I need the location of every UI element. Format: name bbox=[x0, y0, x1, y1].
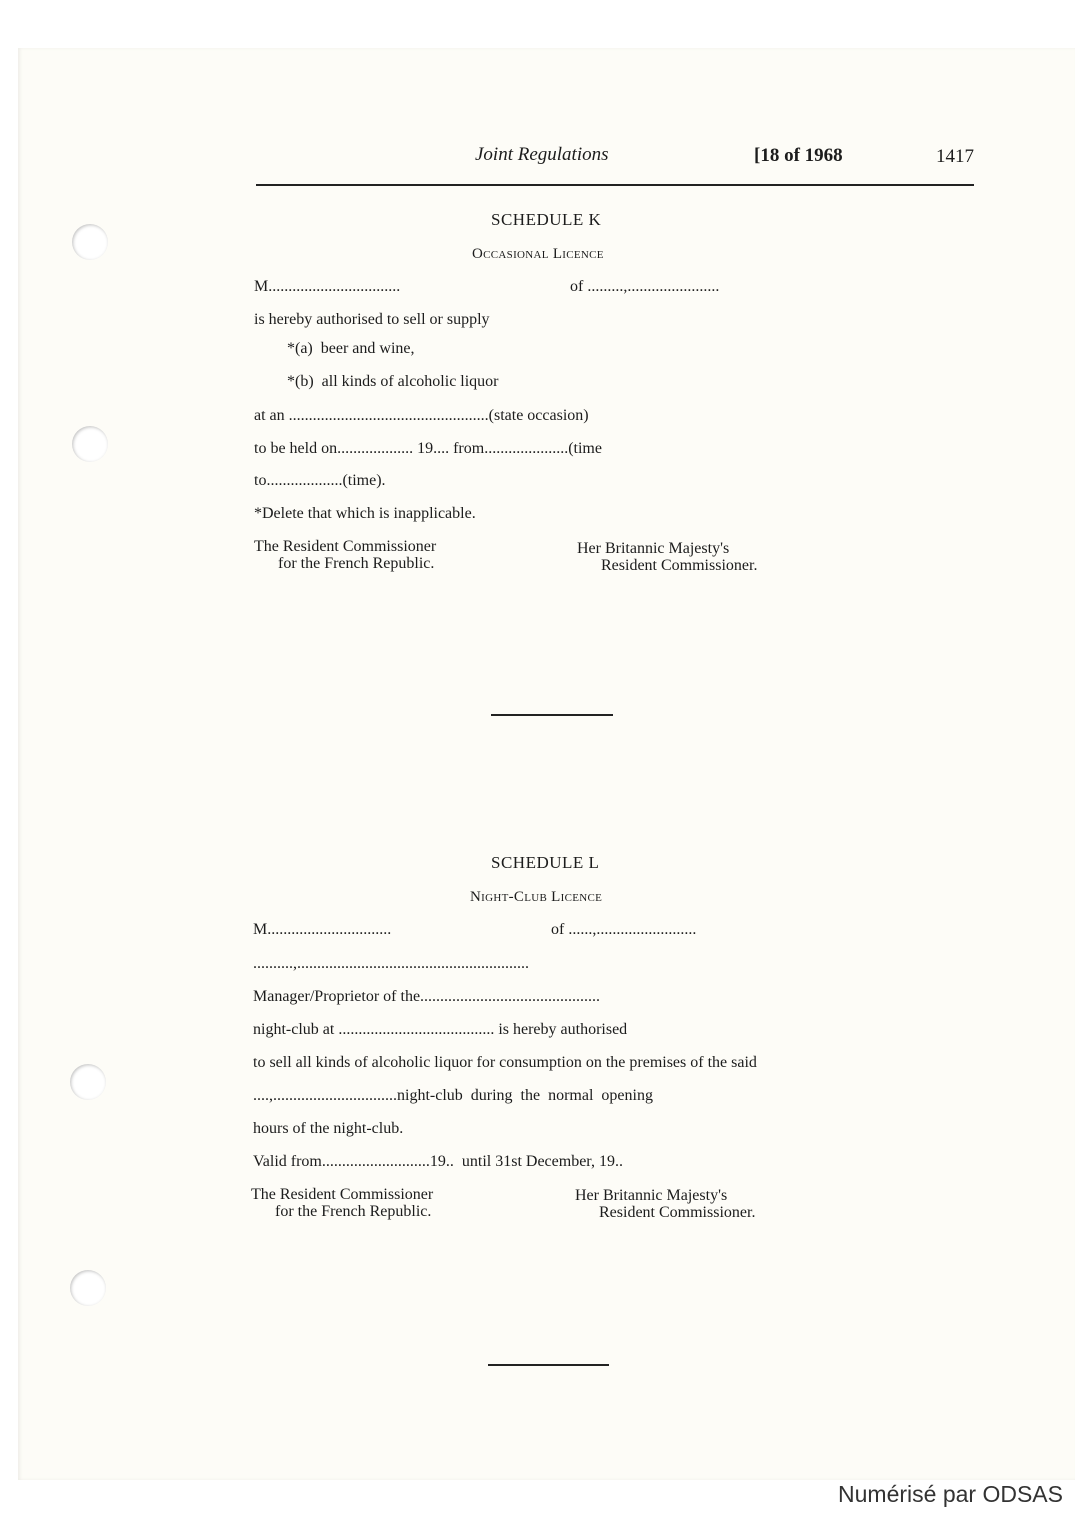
schedule-l-authorisation-text: to sell all kinds of alcoholic liquor for consumption on the premises of the said bbox=[253, 1054, 757, 1071]
schedule-l-location-field: night-club at ....................................... is hereby authorised bbox=[253, 1021, 628, 1038]
schedule-l-signature-french: The Resident Commissioner for the French Republic. bbox=[251, 1186, 434, 1220]
schedule-l-manager-field: Manager/Proprietor of the............................................. bbox=[253, 988, 601, 1005]
running-title: Joint Regulations bbox=[475, 144, 609, 165]
schedule-k-time-field: to...................(time). bbox=[254, 472, 386, 489]
schedule-k-authorisation-text: is hereby authorised to sell or supply bbox=[254, 311, 490, 328]
schedule-l-validity-field: Valid from...........................19.. until 31st December, 19.. bbox=[253, 1153, 623, 1170]
schedule-k-signature-french: The Resident Commissioner for the French Republic. bbox=[254, 538, 437, 572]
punch-hole bbox=[70, 1064, 106, 1100]
schedule-k-note: *Delete that which is inapplicable. bbox=[254, 505, 476, 522]
schedule-k-date-field: to be held on................... 19.... from.....................(time bbox=[254, 440, 602, 457]
schedule-k-option-a: *(a) beer and wine, bbox=[287, 340, 415, 357]
punch-hole bbox=[72, 426, 108, 462]
section-divider bbox=[491, 714, 613, 716]
header-rule bbox=[256, 184, 974, 186]
punch-hole bbox=[72, 224, 108, 260]
section-divider bbox=[488, 1364, 609, 1366]
regulation-number: [18 of 1968 bbox=[754, 145, 843, 166]
digitization-credit: Numérisé par ODSAS bbox=[838, 1481, 1063, 1507]
schedule-k-occasion-field: at an ..................................................(state occasion) bbox=[254, 407, 589, 424]
schedule-l-club-name-field: ....,...............................night-club during the normal opening bbox=[253, 1087, 653, 1104]
schedule-k-signature-british: Her Britannic Majesty's Resident Commissioner. bbox=[577, 540, 758, 574]
schedule-l-address-continued: ..........,.......................................................... bbox=[253, 955, 529, 972]
schedule-l-name-field: M............................... bbox=[253, 921, 392, 938]
schedule-k-name-field: M................................. bbox=[254, 278, 401, 295]
punch-hole bbox=[70, 1270, 106, 1306]
schedule-l-signature-british: Her Britannic Majesty's Resident Commissioner. bbox=[575, 1187, 756, 1221]
schedule-k-option-b: *(b) all kinds of alcoholic liquor bbox=[287, 373, 499, 390]
schedule-k-heading: SCHEDULE K bbox=[491, 210, 602, 229]
schedule-l-subheading: Night-Club Licence bbox=[470, 889, 603, 905]
schedule-l-hours-text: hours of the night-club. bbox=[253, 1120, 404, 1137]
schedule-k-address-field: of .........,....................... bbox=[570, 278, 720, 295]
schedule-l-address-field: of ......,......................... bbox=[551, 921, 697, 938]
page-number: 1417 bbox=[936, 146, 974, 167]
schedule-l-heading: SCHEDULE L bbox=[491, 853, 600, 872]
schedule-k-subheading: Occasional Licence bbox=[472, 246, 604, 262]
